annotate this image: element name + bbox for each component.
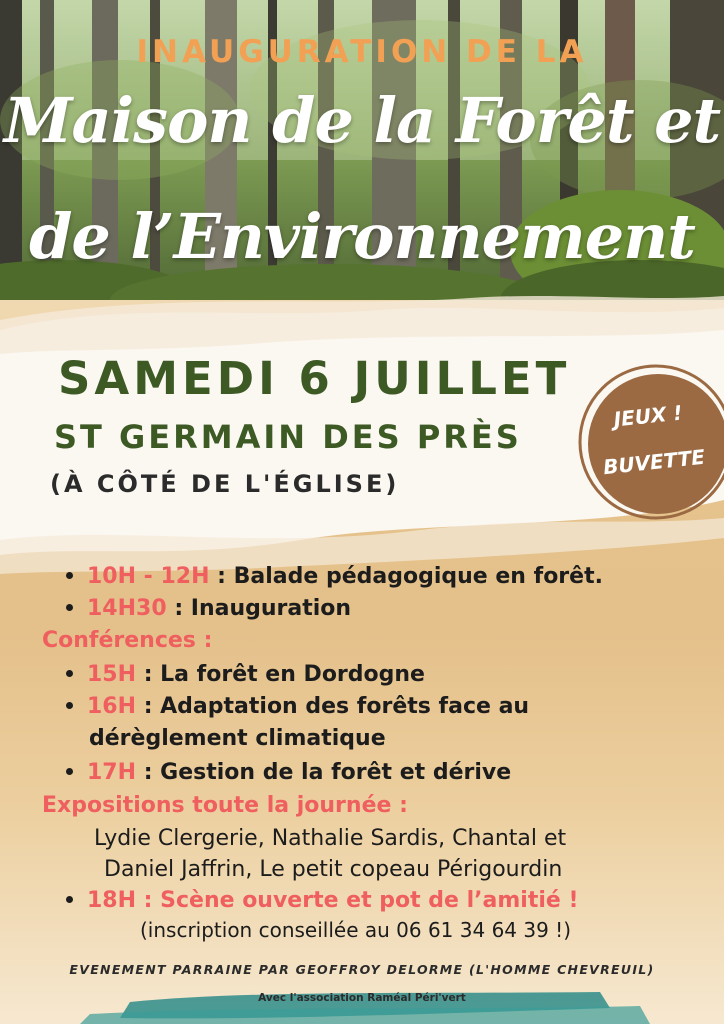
badge-line2: BUVETTE: [602, 444, 706, 480]
conference-time: 17H: [87, 760, 137, 785]
event-place: ST GERMAIN DES PRÈS: [54, 418, 522, 456]
program-sep: :: [209, 564, 234, 589]
program-label: Balade pédagogique en forêt.: [233, 564, 603, 589]
bullet-icon: [66, 604, 73, 611]
program-item: [66, 564, 603, 589]
conference-sep: :: [136, 662, 161, 687]
bullet-icon: [66, 768, 73, 775]
main-title-line1: Maison de la Forêt et: [3, 84, 721, 157]
conference-label: Gestion de la forêt et dérive: [160, 760, 512, 785]
program-label: Inauguration: [190, 596, 352, 621]
conference-label-cont: dérèglement climatique: [89, 726, 386, 751]
conference-time: 16H: [87, 694, 137, 719]
expo-heading: Expositions toute la journée :: [42, 793, 408, 818]
conference-sep: :: [136, 760, 161, 785]
bullet-icon: [66, 572, 73, 579]
main-title-line2: de l’Environnement: [29, 200, 695, 273]
badge-line1: JEUX !: [612, 400, 684, 432]
expo-line1: Lydie Clergerie, Nathalie Sardis, Chantal et: [94, 826, 567, 851]
bullet-icon: [66, 702, 73, 709]
conferences-heading: Conférences :: [42, 628, 213, 653]
program-time: 10H - 12H: [87, 564, 210, 589]
program-sep: :: [166, 596, 191, 621]
expo-line2: Daniel Jaffrin, Le petit copeau Périgourdin: [104, 857, 563, 882]
conference-item: [66, 662, 425, 687]
closing-note: (inscription conseillée au 06 61 34 64 39 !): [140, 918, 572, 942]
program-time: 14H30: [87, 596, 167, 621]
conference-item: [66, 760, 511, 785]
overline-title: INAUGURATION DE LA: [136, 34, 588, 70]
program-item: [66, 596, 351, 621]
event-date: SAMEDI 6 JUILLET: [58, 352, 571, 405]
conference-label: Adaptation des forêts face au: [160, 694, 530, 719]
bullet-icon: [66, 670, 73, 677]
conference-sep: :: [136, 694, 161, 719]
association-text: Avec l'association Raméal Péri'vert: [258, 992, 466, 1004]
event-place-detail: (À CÔTÉ DE L'ÉGLISE): [50, 470, 400, 498]
conference-item: [66, 694, 529, 719]
sponsor-text: EVENEMENT PARRAINE PAR GEOFFROY DELORME (L'HOMME CHEVREUIL): [69, 962, 655, 977]
closing-item: [66, 888, 579, 913]
conference-label: La forêt en Dordogne: [160, 662, 425, 687]
bullet-icon: [66, 896, 73, 903]
closing-text: 18H : Scène ouverte et pot de l’amitié !: [87, 888, 579, 913]
conference-time: 15H: [87, 662, 137, 687]
